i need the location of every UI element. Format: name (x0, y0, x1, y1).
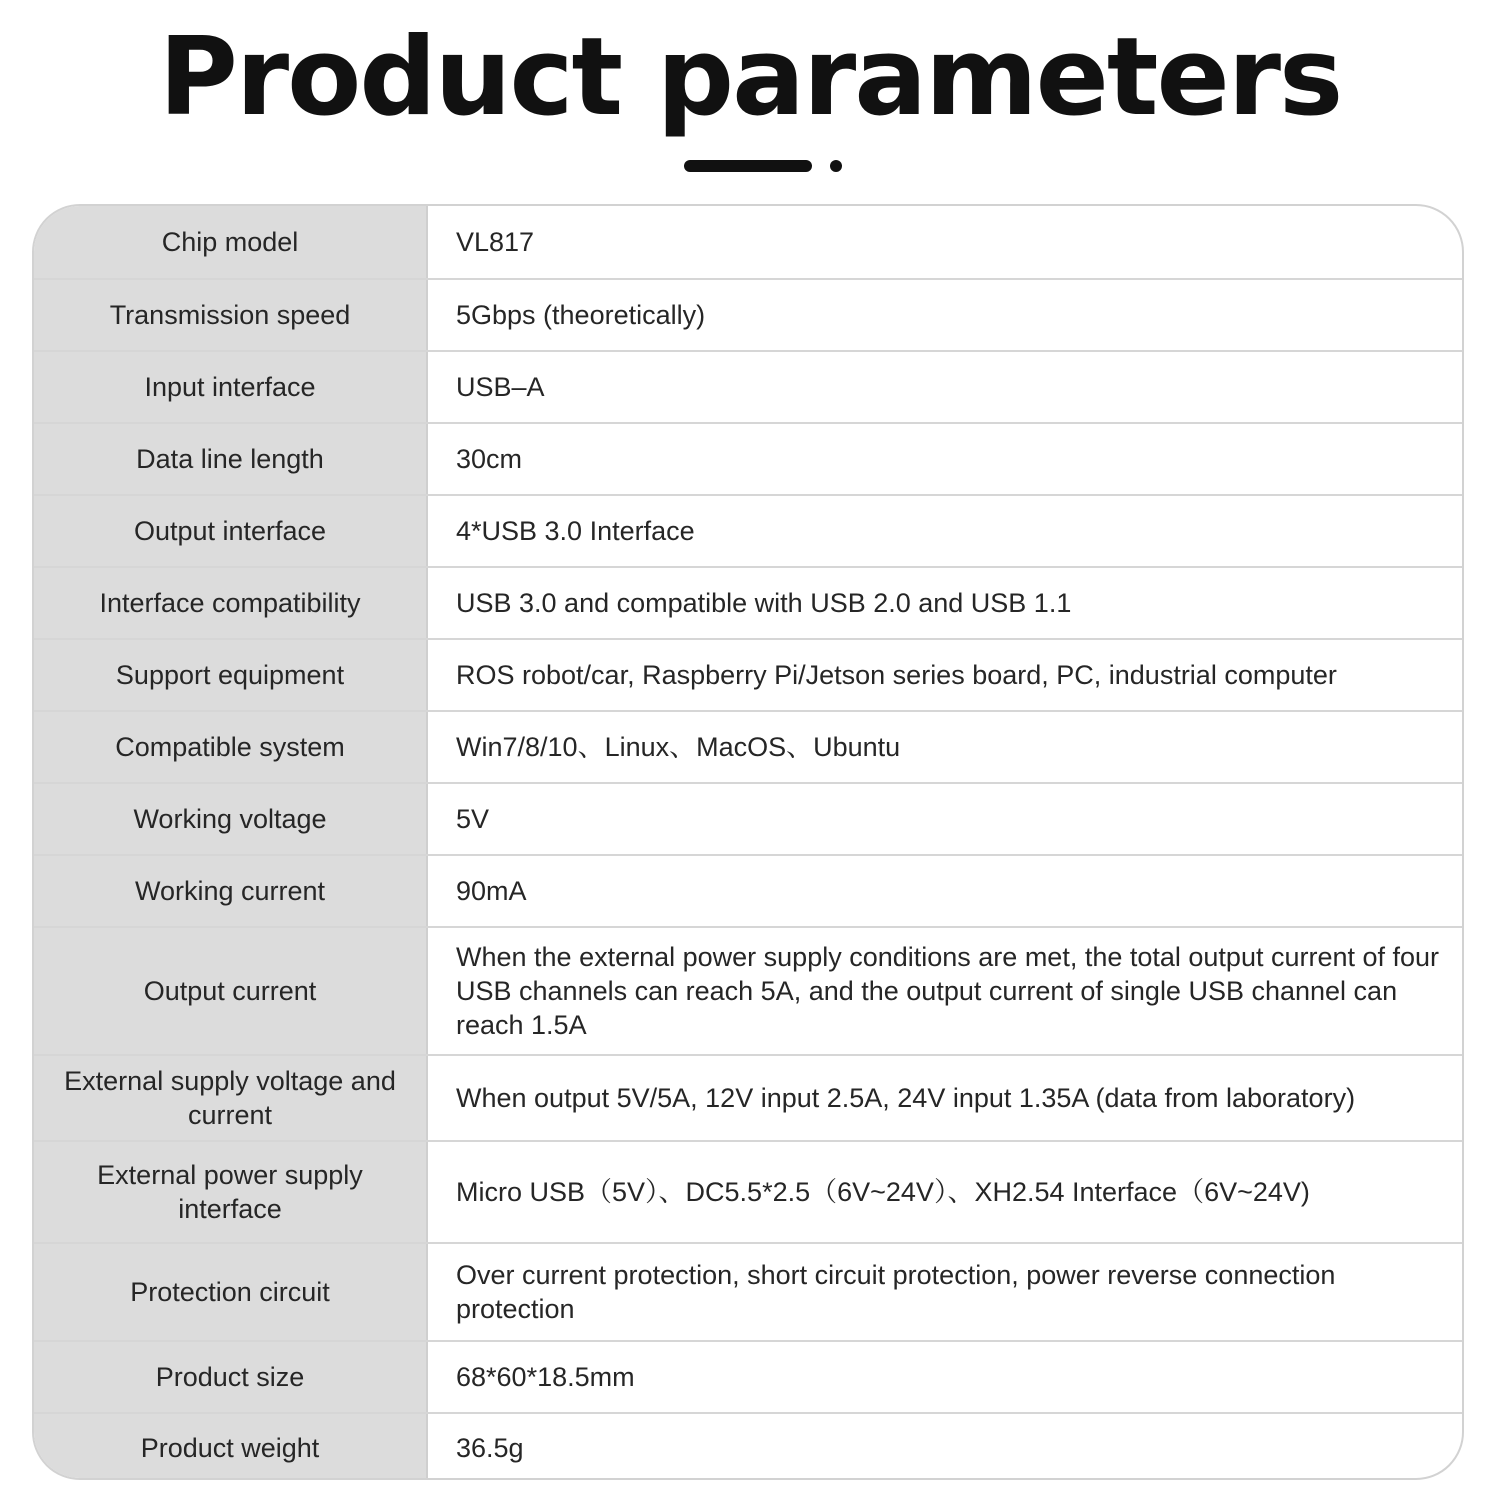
parameters-table (32, 204, 1464, 1480)
row-label: Chip model (34, 206, 428, 278)
row-value: USB–A (456, 372, 545, 402)
row-value: Win7/8/10、Linux、MacOS、Ubuntu (456, 732, 901, 762)
row-label: Protection circuit (34, 1244, 428, 1340)
row-label: External supply voltage and current (34, 1056, 428, 1140)
row-value: When output 5V/5A, 12V input 2.5A, 24V input 1.35A (data from laboratory) (456, 1083, 1356, 1113)
row-label: Compatible system (34, 712, 428, 782)
table-row (34, 494, 1462, 566)
row-label: Interface compatibility (34, 568, 428, 638)
table-row (34, 854, 1462, 926)
row-value: ROS robot/car, Raspberry Pi/Jetson series board, PC, industrial computer (456, 660, 1337, 690)
table-row (34, 710, 1462, 782)
table-row (34, 206, 1462, 278)
row-label: Working voltage (34, 784, 428, 854)
row-value: 5V (456, 804, 490, 834)
row-label: Product size (34, 1342, 428, 1412)
title-underline-ornament (0, 158, 1500, 178)
row-label: External power supply interface (34, 1142, 428, 1242)
row-value: USB 3.0 and compatible with USB 2.0 and USB 1.1 (456, 588, 1072, 618)
table-row (34, 1140, 1462, 1242)
row-label: Working current (34, 856, 428, 926)
table-row (34, 638, 1462, 710)
underline-bar (684, 160, 812, 172)
table-row (34, 566, 1462, 638)
row-label: Output interface (34, 496, 428, 566)
row-value: Over current protection, short circuit protection, power reverse connection protection (456, 1260, 1336, 1324)
row-label: Transmission speed (34, 280, 428, 350)
table-row (34, 1340, 1462, 1412)
table-row (34, 278, 1462, 350)
row-value: 90mA (456, 876, 527, 906)
underline-dot (830, 160, 842, 172)
table-row (34, 350, 1462, 422)
row-value: 5Gbps (theoretically) (456, 300, 706, 330)
row-value: When the external power supply conditions are met, the total output current of four USB channels can reach 5A, and the output current of single USB channel can reach 1.5A (456, 942, 1440, 1040)
table-row (34, 1054, 1462, 1140)
row-value: VL817 (456, 227, 535, 257)
row-label: Input interface (34, 352, 428, 422)
table-row (34, 1412, 1462, 1480)
row-value: 36.5g (456, 1433, 524, 1463)
row-label: Product weight (34, 1414, 428, 1480)
row-value: 4*USB 3.0 Interface (456, 516, 695, 546)
row-label: Support equipment (34, 640, 428, 710)
row-label: Output current (34, 928, 428, 1054)
page-title: Product parameters (158, 15, 1342, 140)
table-row (34, 926, 1462, 1054)
table-row (34, 422, 1462, 494)
table-row (34, 1242, 1462, 1340)
row-value: 68*60*18.5mm (456, 1362, 635, 1392)
table-row (34, 782, 1462, 854)
row-value: Micro USB（5V）、DC5.5*2.5（6V~24V）、XH2.54 Interface（6V~24V) (456, 1177, 1310, 1207)
row-label: Data line length (34, 424, 428, 494)
row-value: 30cm (456, 444, 523, 474)
